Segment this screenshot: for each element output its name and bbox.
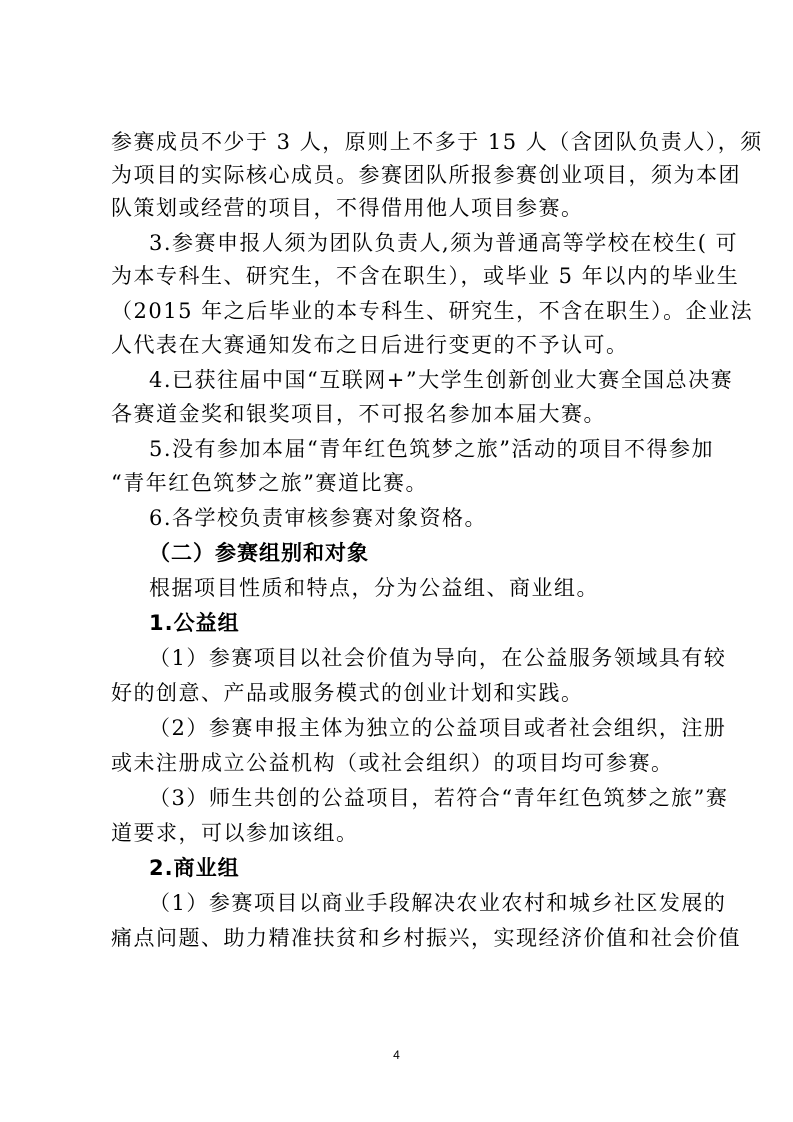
subsection-heading: 2.商业组 <box>149 856 240 880</box>
paragraph-line: （1）参赛项目以商业手段解决农业农村和城乡社区发展的 <box>149 891 727 915</box>
paragraph-line: 为项目的实际核心成员。参赛团队所报参赛创业项目，须为本团 <box>111 163 741 187</box>
paragraph-line: （3）师生共创的公益项目，若符合“青年红色筑梦之旅”赛 <box>149 786 729 810</box>
paragraph-line: 人代表在大赛通知发布之日后进行变更的不予认可。 <box>111 333 629 357</box>
paragraph-line: 6.各学校负责审核参赛对象资格。 <box>149 506 488 530</box>
paragraph-line: “青年红色筑梦之旅”赛道比赛。 <box>111 471 428 495</box>
paragraph-line: 道要求，可以参加该组。 <box>111 821 359 845</box>
paragraph-line: 痛点问题、助力精准扶贫和乡村振兴，实现经济价值和社会价值 <box>111 926 741 950</box>
page-number: 4 <box>393 1048 400 1062</box>
paragraph-line: 3.参赛申报人须为团队负责人,须为普通高等学校在校生( 可 <box>149 231 739 255</box>
paragraph-line: 队策划或经营的项目，不得借用他人项目参赛。 <box>111 196 584 220</box>
paragraph-line: 5.没有参加本届“青年红色筑梦之旅”活动的项目不得参加 <box>149 437 715 461</box>
paragraph-line: 根据项目性质和特点，分为公益组、商业组。 <box>149 576 599 600</box>
paragraph-line: 为本专科生、研究生，不含在职生），或毕业 5 年以内的毕业生 <box>111 264 740 288</box>
paragraph-line: 好的创意、产品或服务模式的创业计划和实践。 <box>111 681 584 705</box>
subsection-heading: 1.公益组 <box>149 611 240 635</box>
paragraph-line: 或未注册成立公益机构（或社会组织）的项目均可参赛。 <box>111 751 674 775</box>
paragraph-line: 4.已获往届中国“互联网+”大学生创新创业大赛全国总决赛 <box>149 368 734 392</box>
paragraph-line: （2）参赛申报主体为独立的公益项目或者社会组织，注册 <box>149 716 727 740</box>
paragraph-line: 各赛道金奖和银奖项目，不可报名参加本届大赛。 <box>111 402 606 426</box>
paragraph-line: 参赛成员不少于 3 人，原则上不多于 15 人（含团队负责人），须 <box>111 130 763 154</box>
section-heading: （二）参赛组别和对象 <box>149 541 369 565</box>
paragraph-line: （1）参赛项目以社会价值为导向，在公益服务领域具有较 <box>149 646 727 670</box>
paragraph-line: （2015 年之后毕业的本专科生、研究生，不含在职生）。企业法 <box>111 299 754 323</box>
